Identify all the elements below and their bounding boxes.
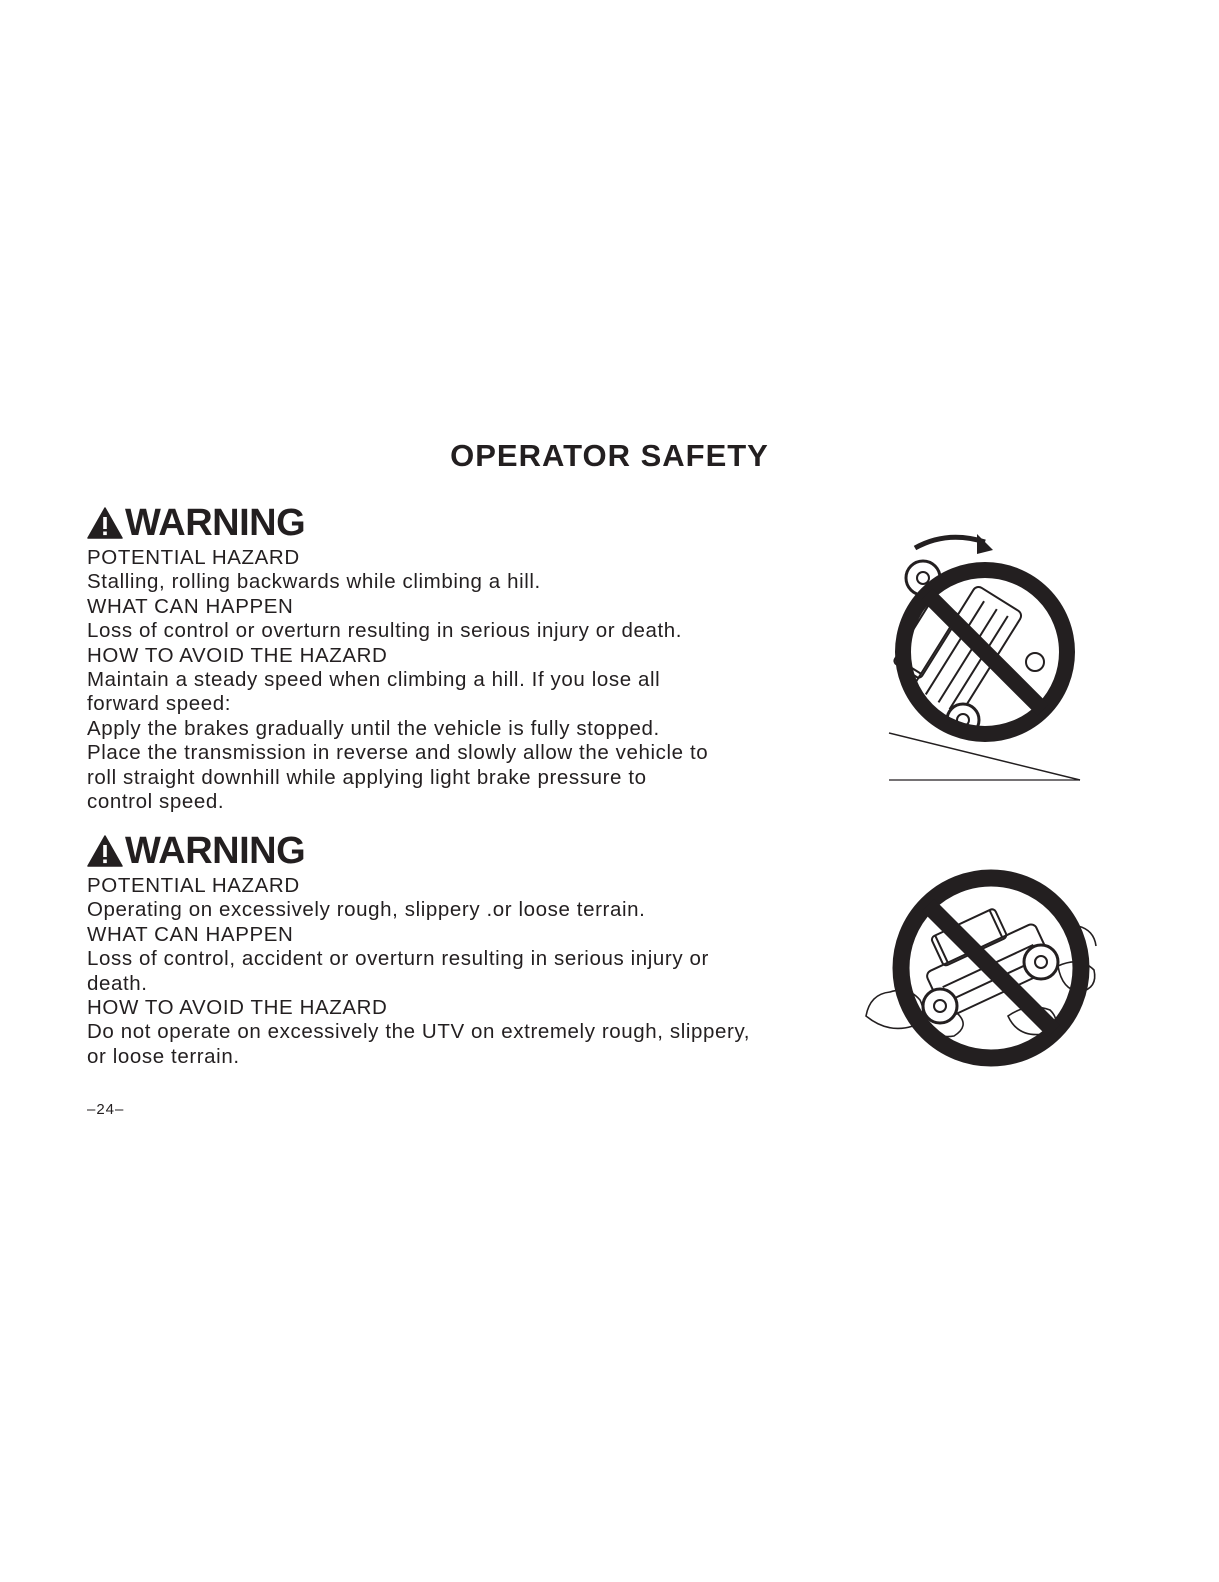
avoidance-text: Place the transmission in reverse and slowly allow the vehicle to: [87, 741, 709, 765]
no-rough-terrain-icon: [858, 866, 1103, 1076]
warning-label: WARNING: [125, 501, 306, 544]
consequence-label: WHAT CAN HAPPEN: [87, 594, 294, 618]
avoidance-label: HOW TO AVOID THE HAZARD: [87, 996, 388, 1020]
consequence-text: Loss of control, accident or overturn resulting in serious injury or: [87, 947, 709, 971]
page-number: –24–: [87, 1101, 125, 1118]
warning-triangle-icon: [87, 507, 123, 539]
hazard-label: POTENTIAL HAZARD: [87, 874, 300, 897]
page-title: OPERATOR SAFETY: [450, 438, 769, 473]
no-rough-terrain-illustration: [858, 866, 1103, 1076]
consequence-text: Loss of control or overturn resulting in serious injury or death.: [87, 619, 683, 643]
hazard-label: POTENTIAL HAZARD: [87, 546, 300, 569]
warning-heading: [87, 830, 827, 872]
avoidance-text: Do not operate on excessively the UTV on extremely rough, slippery,: [87, 1020, 751, 1044]
avoidance-text: forward speed:: [87, 692, 232, 716]
hazard-text: Stalling, rolling backwards while climbing a hill.: [87, 570, 541, 594]
avoidance-text: Apply the brakes gradually until the vehicle is fully stopped.: [87, 716, 660, 740]
warning-block-rough-terrain: [87, 830, 827, 1069]
no-hill-rollback-illustration: [885, 530, 1085, 785]
avoidance-text: Maintain a steady speed when climbing a hill. If you lose all: [87, 668, 661, 692]
avoidance-label: HOW TO AVOID THE HAZARD: [87, 643, 388, 667]
consequence-text: death.: [87, 971, 148, 995]
avoidance-text: control speed.: [87, 790, 225, 814]
warning-triangle-icon: [87, 835, 123, 867]
no-hill-rollback-icon: [885, 530, 1085, 785]
warning-label: WARNING: [125, 829, 306, 872]
avoidance-text: or loose terrain.: [87, 1044, 240, 1068]
avoidance-text: roll straight downhill while applying light brake pressure to: [87, 765, 647, 789]
hazard-text: Operating on excessively rough, slippery .or loose terrain.: [87, 898, 646, 922]
warning-heading: [87, 502, 827, 544]
consequence-label: WHAT CAN HAPPEN: [87, 922, 294, 946]
warning-block-hill-climb: [87, 502, 827, 814]
